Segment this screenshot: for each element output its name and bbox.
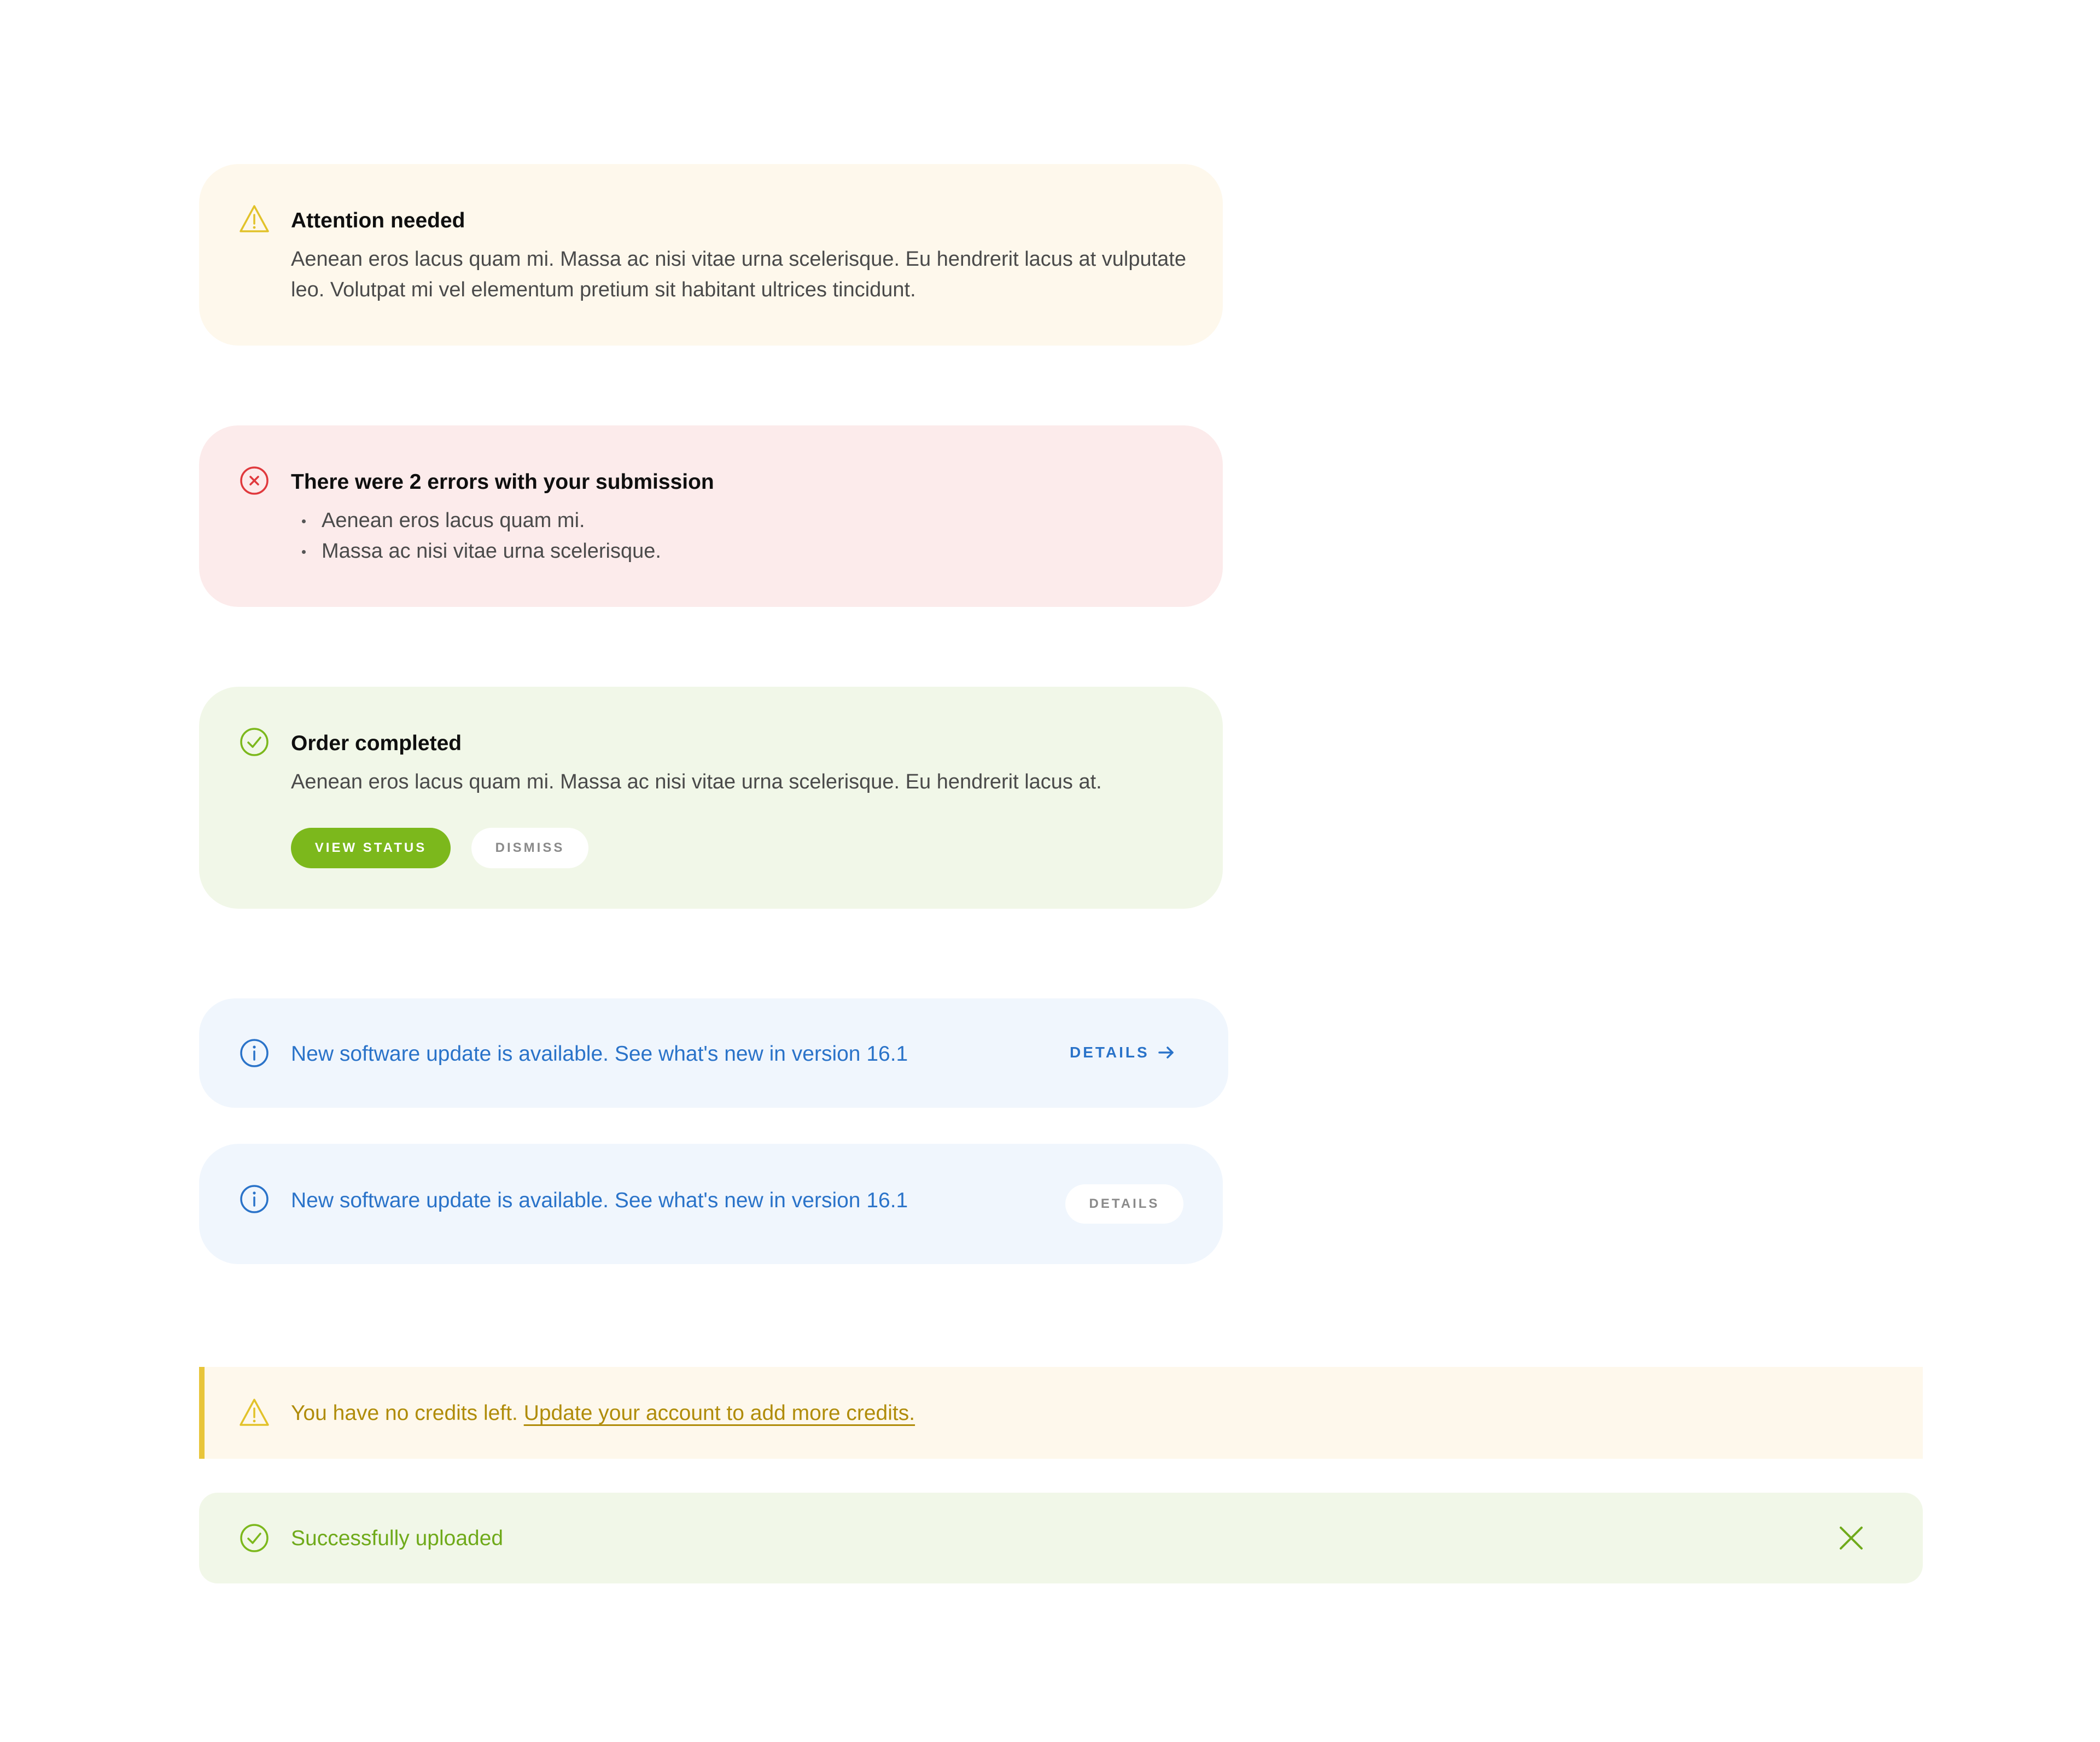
attention-alert [199, 164, 1223, 346]
warning-triangle-icon [238, 203, 270, 235]
update-message: New software update is available. See what's new in version 16.1 [291, 1189, 908, 1212]
update-alert-link [199, 998, 1228, 1108]
credits-text: You have no credits left. [291, 1401, 518, 1425]
attention-title: Attention needed [291, 209, 465, 232]
credits-message [291, 1402, 915, 1424]
check-circle-icon [238, 1522, 270, 1554]
x-circle-icon [238, 465, 270, 496]
info-circle-icon [238, 1183, 270, 1215]
error-alert [199, 425, 1223, 607]
arrow-right-icon [1157, 1044, 1176, 1061]
dismiss-button[interactable]: DISMISS [471, 828, 588, 868]
error-item: Aenean eros lacus quam mi. [291, 505, 661, 536]
order-body: Aenean eros lacus quam mi. Massa ac nisi vitae urna scelerisque. Eu hendrerit lacus at. [291, 770, 1102, 793]
error-title: There were 2 errors with your submission [291, 470, 714, 494]
details-link[interactable] [1070, 1044, 1176, 1061]
details-link-label: DETAILS [1070, 1044, 1150, 1061]
attention-body: Aenean eros lacus quam mi. Massa ac nisi vitae urna scelerisque. Eu hendrerit lacus at vulputate leo. Volutpat mi vel elementum pretium sit habitant ultrices tincidunt. [291, 248, 1186, 301]
update-account-link[interactable]: Update your account to add more credits. [523, 1401, 915, 1425]
success-message: Successfully uploaded [291, 1527, 504, 1550]
error-item: Massa ac nisi vitae urna scelerisque. [291, 536, 661, 566]
update-alert-button [199, 1144, 1223, 1264]
info-circle-icon [238, 1037, 270, 1069]
credits-alert [199, 1367, 1923, 1459]
view-status-button[interactable]: VIEW STATUS [291, 828, 451, 868]
details-button[interactable]: DETAILS [1065, 1184, 1183, 1224]
order-alert [199, 687, 1223, 909]
update-message: New software update is available. See what's new in version 16.1 [291, 1042, 908, 1066]
order-title: Order completed [291, 732, 462, 755]
warning-triangle-icon [238, 1397, 270, 1429]
success-alert [199, 1493, 1923, 1583]
error-list [291, 505, 661, 566]
check-circle-icon [238, 726, 270, 758]
close-icon[interactable] [1838, 1524, 1865, 1552]
